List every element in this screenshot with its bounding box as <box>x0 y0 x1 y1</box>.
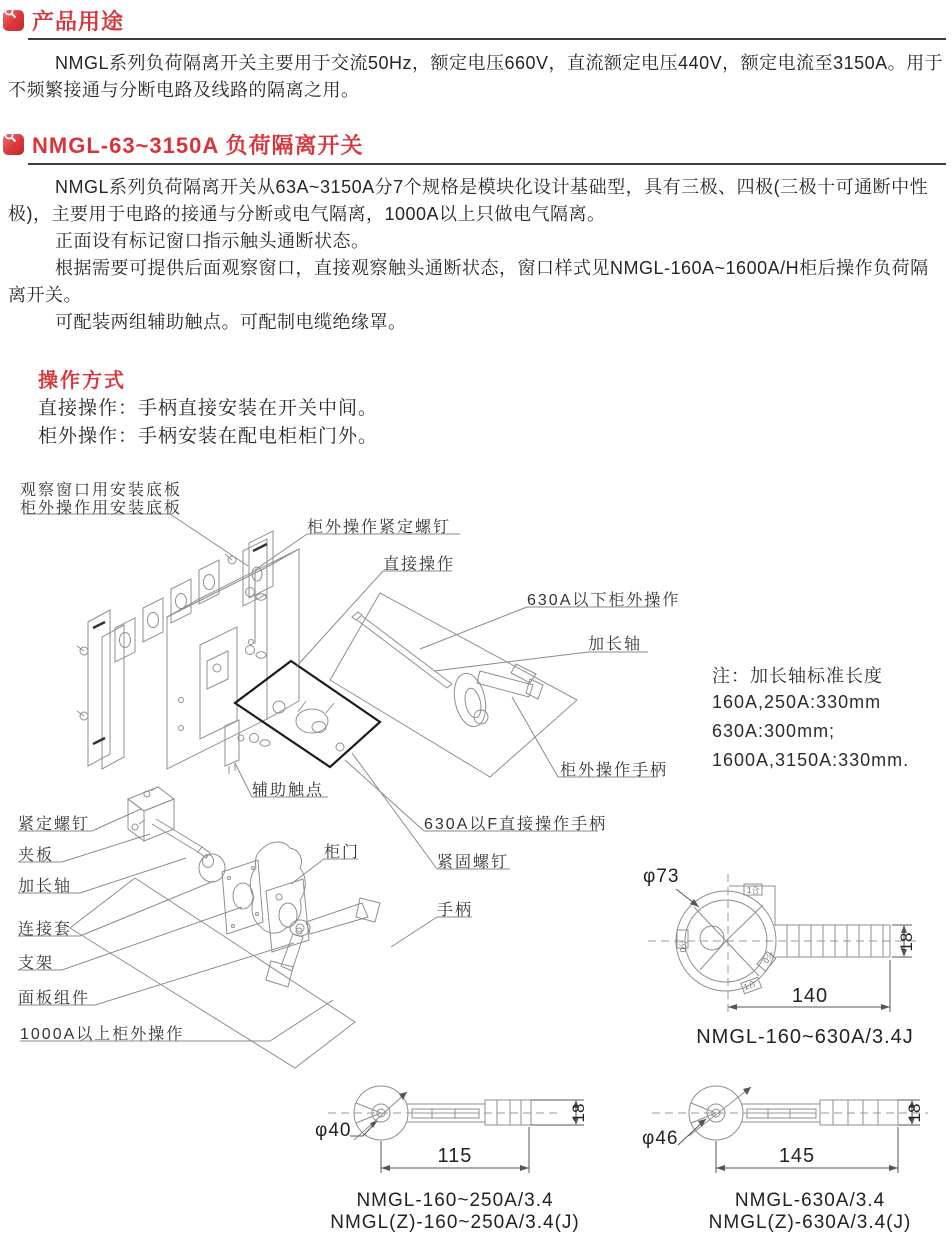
section-usage-header <box>3 5 124 36</box>
small-handle-height: 18 <box>569 1103 588 1123</box>
label-connect-sleeve: 连接套 <box>18 921 73 938</box>
note-line-1: 注：加长轴标准长度 <box>712 666 883 686</box>
label-bracket: 支架 <box>18 955 55 972</box>
switch-paragraph: NMGL系列负荷隔离开关从63A~3150A分7个规格是模块化设计基础型，具有三极、四极(三极十可通断中性极)，主要用于电路的接通与分断或电气隔离，1000A以上只做电气隔离。 <box>8 177 929 224</box>
big-handle-caption-2: NMGL(Z)-630A/3.4(J) <box>708 1212 912 1233</box>
label-fasten-screw: 紧固螺钉 <box>437 854 510 871</box>
label-window-plate: 观察窗口用安装底板 <box>20 482 183 499</box>
svg-text:1合: 1合 <box>742 979 758 992</box>
label-ext-handle: 柜外操作手柄 <box>560 762 669 779</box>
label-direct-op: 直接操作 <box>383 556 456 573</box>
svg-text:0分: 0分 <box>761 949 777 966</box>
section-usage-title: 产品用途 <box>32 9 125 34</box>
magnifier-icon <box>3 134 24 155</box>
big-handle-caption-1: NMGL-630A/3.4 <box>734 1190 886 1211</box>
switch-paragraph: 可配装两组辅助触点。可配制电缆绝缘罩。 <box>55 312 407 332</box>
switch-paragraphs <box>8 174 944 336</box>
svg-text:0分: 0分 <box>679 939 688 953</box>
j-handle-diameter: φ73 <box>643 866 680 887</box>
label-aux-contact: 辅助触点 <box>252 782 325 799</box>
operation-line-external: 柜外操作：手柄安装在配电柜柜门外。 <box>38 426 379 447</box>
switch-assembly-drawing <box>77 531 299 774</box>
label-long-shaft-left: 加长轴 <box>18 878 73 895</box>
note-line-2: 160A,250A:330mm <box>712 692 882 712</box>
section-divider <box>28 163 946 165</box>
note-line-4: 1600A,3150A:330mm. <box>712 750 910 770</box>
switch-paragraph: 根据需要可提供后面观察窗口，直接观察触头通断状态，窗口样式见NMGL-160A~1600A/H柜后操作负荷隔离开关。 <box>8 258 929 305</box>
big-handle-height: 18 <box>905 1103 924 1123</box>
section-divider <box>28 38 946 40</box>
label-handle: 手柄 <box>437 902 474 919</box>
section-switch-header <box>3 129 364 160</box>
external-operation-drawing <box>330 593 577 777</box>
j-handle-length: 140 <box>791 985 829 1007</box>
label-long-shaft-top: 加长轴 <box>588 636 643 653</box>
note-line-3: 630A:300mm; <box>712 721 836 741</box>
small-handle-caption-2: NMGL(Z)-160~250A/3.4(J) <box>330 1212 580 1233</box>
label-below630-direct-handle: 630A以F直接操作手柄 <box>424 816 608 833</box>
direct-operation-drawing <box>235 661 380 767</box>
j-handle-height: 18 <box>897 932 916 952</box>
label-ext-plate: 柜外操作用安装底板 <box>20 500 183 517</box>
small-handle-diameter: φ40 <box>315 1120 352 1141</box>
label-below630-ext: 630A以下柜外操作 <box>527 592 681 609</box>
usage-paragraph: NMGL系列负荷隔离开关主要用于交流50Hz，额定电压660V，直流额定电压440V，额定电流至3150A。用于不频繁接通与分断电路及线路的隔离之用。 <box>8 53 944 100</box>
big-handle-diameter: φ46 <box>642 1128 679 1149</box>
label-ext-screw: 柜外操作紧定螺钉 <box>307 519 452 536</box>
small-handle-caption-1: NMGL-160~250A/3.4 <box>356 1190 554 1211</box>
switch-paragraph: 正面设有标记窗口指示触头通断状态。 <box>55 231 370 251</box>
section-switch-title: NMGL-63~3150A 负荷隔离开关 <box>32 133 364 158</box>
magnifier-icon <box>3 10 24 31</box>
svg-text:1合: 1合 <box>747 886 760 895</box>
j-handle-caption: NMGL-160~630A/3.4J <box>696 1026 914 1048</box>
operation-title: 操作方式 <box>38 370 126 392</box>
label-above1000-ext: 1000A以上柜外操作 <box>20 1026 185 1043</box>
small-handle-length: 115 <box>437 1145 473 1167</box>
big-handle-length: 145 <box>778 1145 816 1167</box>
label-cabinet-door: 柜门 <box>324 844 361 861</box>
label-clamp-plate: 夹板 <box>18 847 55 864</box>
label-panel-assembly: 面板组件 <box>18 990 91 1007</box>
label-set-screw: 紧定螺钉 <box>18 816 91 833</box>
operation-line-direct: 直接操作：手柄直接安装在开关中间。 <box>38 398 379 419</box>
